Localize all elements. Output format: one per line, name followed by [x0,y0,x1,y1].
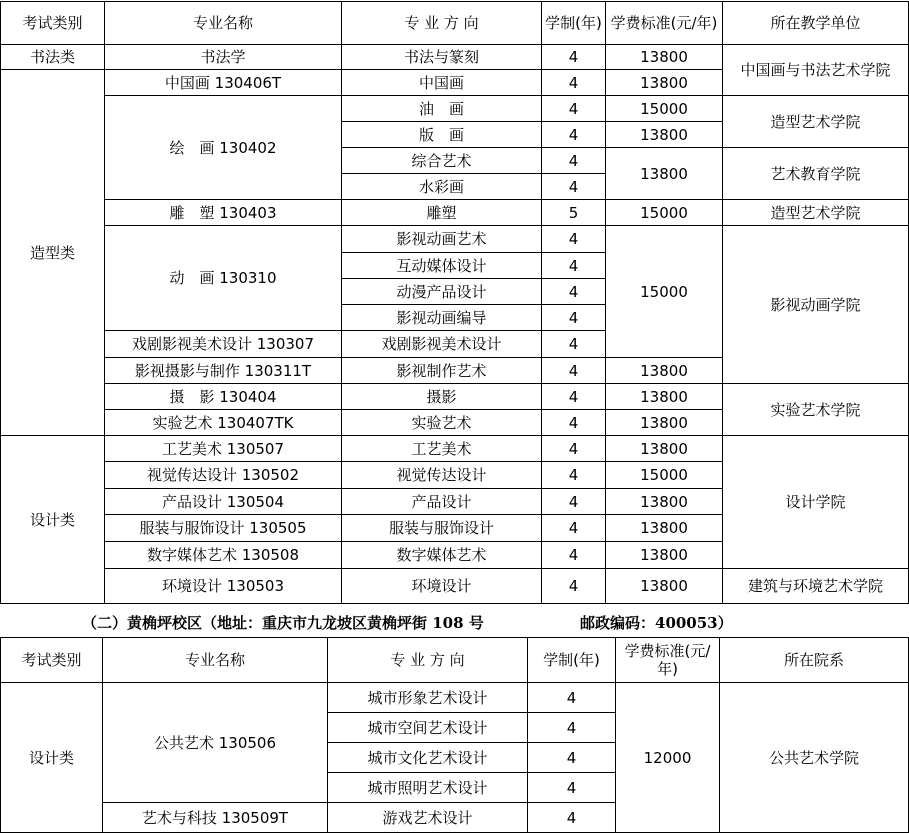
direction-cell: 油 画 [342,96,542,122]
tuition-cell: 15000 [606,96,723,122]
tuition-cell: 13800 [606,569,723,604]
direction-cell: 产品设计 [342,489,542,515]
unit-cell: 建筑与环境艺术学院 [723,569,909,604]
tuition-cell: 12000 [616,683,720,833]
unit-cell: 影视动画学院 [723,226,909,384]
direction-cell: 环境设计 [342,569,542,604]
duration-cell: 4 [542,174,606,200]
direction-cell: 版 画 [342,122,542,148]
direction-cell: 综合艺术 [342,148,542,174]
header-category: 考试类别 [1,2,105,45]
duration-cell: 4 [542,569,606,604]
duration-cell: 4 [542,462,606,489]
direction-cell: 水彩画 [342,174,542,200]
major-cell: 服装与服饰设计 130505 [105,515,342,542]
unit-cell: 造型艺术学院 [723,96,909,148]
direction-cell: 服装与服饰设计 [342,515,542,542]
header-direction: 专 业 方 向 [328,638,528,683]
duration-cell: 4 [528,803,616,833]
duration-cell: 4 [528,743,616,773]
category-cell: 造型类 [1,70,105,436]
tuition-cell: 15000 [606,462,723,489]
direction-cell: 游戏艺术设计 [328,803,528,833]
category-cell: 设计类 [1,436,105,604]
duration-cell: 4 [542,226,606,253]
header-tuition: 学费标准(元/年) [606,2,723,45]
duration-cell: 4 [542,384,606,410]
duration-cell: 4 [542,410,606,436]
major-cell: 戏剧影视美术设计 130307 [105,331,342,358]
major-cell: 工艺美术 130507 [105,436,342,462]
header-direction: 专 业 方 向 [342,2,542,45]
duration-cell: 4 [528,683,616,713]
campus-caption [0,612,909,634]
major-cell: 产品设计 130504 [105,489,342,515]
header-major: 专业名称 [103,638,328,683]
duration-cell: 4 [542,253,606,279]
unit-cell: 设计学院 [723,436,909,569]
major-cell: 环境设计 130503 [105,569,342,604]
major-cell: 摄 影 130404 [105,384,342,410]
direction-cell: 数字媒体艺术 [342,542,542,569]
unit-cell: 造型艺术学院 [723,200,909,226]
tuition-cell: 13800 [606,70,723,96]
direction-cell: 城市文化艺术设计 [328,743,528,773]
major-cell: 雕 塑 130403 [105,200,342,226]
major-cell: 绘 画 130402 [105,96,342,200]
direction-cell: 影视动画编导 [342,305,542,331]
major-cell: 动 画 130310 [105,226,342,331]
duration-cell: 4 [528,713,616,743]
duration-cell: 4 [528,773,616,803]
direction-cell: 城市形象艺术设计 [328,683,528,713]
unit-cell: 中国画与书法艺术学院 [723,45,909,96]
category-cell: 书法类 [1,45,105,70]
major-cell: 艺术与科技 130509T [103,803,328,833]
direction-cell: 雕塑 [342,200,542,226]
enrollment-table-main-campus [0,1,909,604]
unit-cell: 艺术教育学院 [723,148,909,200]
header-duration: 学制(年) [528,638,616,683]
tuition-cell: 13800 [606,358,723,384]
major-cell: 实验艺术 130407TK [105,410,342,436]
tuition-cell: 13800 [606,436,723,462]
direction-cell: 工艺美术 [342,436,542,462]
enrollment-table-huangjueping-campus [0,637,909,833]
duration-cell: 4 [542,122,606,148]
direction-cell: 影视动画艺术 [342,226,542,253]
header-major: 专业名称 [105,2,342,45]
department-cell: 公共艺术学院 [720,683,909,833]
tuition-cell: 13800 [606,122,723,148]
major-cell: 公共艺术 130506 [103,683,328,803]
duration-cell: 4 [542,305,606,331]
duration-cell: 4 [542,358,606,384]
tuition-cell: 13800 [606,489,723,515]
unit-cell: 实验艺术学院 [723,384,909,436]
tuition-cell: 13800 [606,148,723,200]
duration-cell: 4 [542,331,606,358]
direction-cell: 城市照明艺术设计 [328,773,528,803]
duration-cell: 4 [542,70,606,96]
direction-cell: 影视制作艺术 [342,358,542,384]
major-cell: 数字媒体艺术 130508 [105,542,342,569]
direction-cell: 实验艺术 [342,410,542,436]
major-cell: 中国画 130406T [105,70,342,96]
major-cell: 书法学 [105,45,342,70]
category-cell: 设计类 [1,683,103,833]
duration-cell: 4 [542,436,606,462]
major-cell: 视觉传达设计 130502 [105,462,342,489]
campus-title: （二）黄桷坪校区（地址：重庆市九龙坡区黄桷坪街 108 号 [82,614,484,632]
tuition-cell: 13800 [606,515,723,542]
direction-cell: 中国画 [342,70,542,96]
duration-cell: 4 [542,542,606,569]
duration-cell: 5 [542,200,606,226]
direction-cell: 视觉传达设计 [342,462,542,489]
major-cell: 影视摄影与制作 130311T [105,358,342,384]
duration-cell: 4 [542,96,606,122]
direction-cell: 互动媒体设计 [342,253,542,279]
direction-cell: 书法与篆刻 [342,45,542,70]
duration-cell: 4 [542,45,606,70]
duration-cell: 4 [542,279,606,305]
tuition-cell: 13800 [606,384,723,410]
header-category: 考试类别 [1,638,103,683]
duration-cell: 4 [542,515,606,542]
tuition-cell: 15000 [606,200,723,226]
duration-cell: 4 [542,489,606,515]
header-unit: 所在教学单位 [723,2,909,45]
tuition-cell: 13800 [606,45,723,70]
tuition-cell: 13800 [606,542,723,569]
direction-cell: 城市空间艺术设计 [328,713,528,743]
tuition-cell: 15000 [606,226,723,358]
duration-cell: 4 [542,148,606,174]
direction-cell: 摄影 [342,384,542,410]
campus-postcode: 邮政编码：400053） [580,614,733,632]
tuition-cell: 13800 [606,410,723,436]
header-duration: 学制(年) [542,2,606,45]
header-department: 所在院系 [720,638,909,683]
header-tuition: 学费标准(元/年) [616,638,720,683]
direction-cell: 动漫产品设计 [342,279,542,305]
direction-cell: 戏剧影视美术设计 [342,331,542,358]
